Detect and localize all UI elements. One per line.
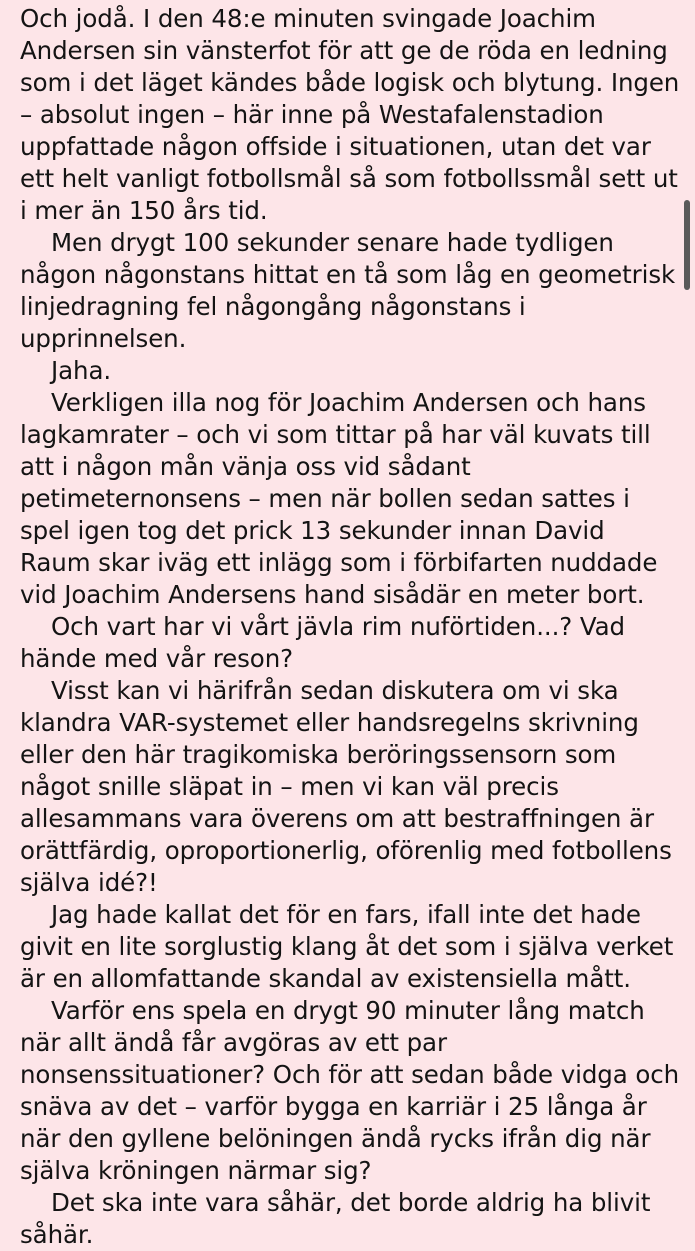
scrollbar-thumb[interactable] [684,200,690,290]
article-paragraph: Verkligen illa nog för Joachim Andersen och hans lagkamrater – och vi som tittar på har väl kuvats till att i någon mån vänja oss vid sådant petimeternonsens – men när bollen sedan sattes i spel igen tog det prick 13 sekunder innan David Raum skar iväg ett inlägg som i förbifarten nuddade vid Joachim Andersens hand sisådär en meter bort. [20,388,658,609]
article-paragraph: Jaha. [51,356,112,385]
article-paragraph: Visst kan vi härifrån sedan diskutera om vi ska klandra VAR-systemet eller handsregelns skrivning eller den här tragikomiska beröringssensorn som något snille släpat in – men vi kan väl precis allesammans vara överens om att bestraffningen är orättfärdig, oproportionerlig, oförenlig med fotbollens själva idé?! [20,676,672,897]
article-paragraph: Jag hade kallat det för en fars, ifall inte det hade givit en lite sorglustig klang åt det som i själva verket är en allomfattande skandal av existensiella mått. [20,900,674,993]
article-paragraph: Men drygt 100 sekunder senare hade tydligen någon någonstans hittat en tå som låg en geometrisk linjedragning fel någongång någonstans i upprinnelsen. [20,228,676,353]
article-paragraph: Och vart har vi vårt jävla rim nuförtiden...? Vad hände med vår reson? [20,612,625,673]
article-paragraph: Varför ens spela en drygt 90 minuter lång match när allt ändå får avgöras av ett par nonsenssituationer? Och för att sedan både vidga och snäva av det – varför bygga en karriär i 25 långa år när den gyllene belöningen ändå rycks ifrån dig när själva kröningen närmar sig? [20,996,680,1185]
article-paragraph: Och jodå. I den 48:e minuten svingade Joachim Andersen sin vänsterfot för att ge de röda en ledning som i det läget kändes både logisk och blytung. Ingen – absolut ingen – här inne på Westafalenstadion uppfattade någon offside i situationen, utan det var ett helt vanligt fotbollsmål så som fotbollssmål sett ut i mer än 150 års tid. [20,4,680,225]
article-paragraph: Det ska inte vara såhär, det borde aldrig ha blivit såhär. [20,1188,651,1249]
article-body [20,3,680,1251]
